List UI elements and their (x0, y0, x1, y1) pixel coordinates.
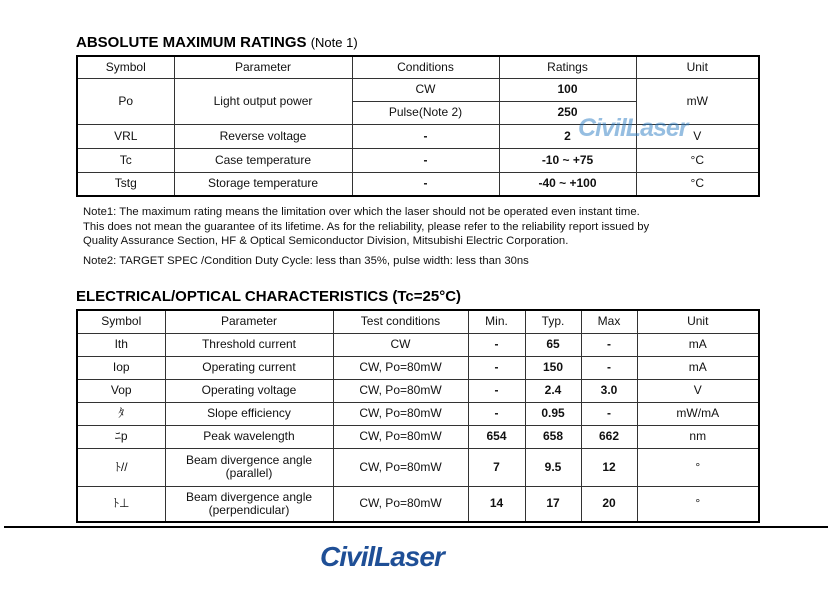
note1-line1: Note1: The maximum rating means the limitation over which the laser should not be operated even instant time. (83, 206, 640, 218)
conditions-cell: CW, Po=80mW (333, 402, 468, 425)
header-ratings: Ratings (499, 56, 636, 78)
conditions-cell: CW, Po=80mW (333, 448, 468, 486)
civillaser-logo: CivilLaser (320, 541, 444, 572)
parameter-cell: Light output power (174, 78, 352, 124)
table-row (77, 148, 759, 172)
header-conditions: Conditions (352, 56, 499, 78)
rating-cell: 100 (499, 78, 636, 101)
unit-cell: nm (637, 425, 759, 448)
min-cell: 7 (468, 448, 525, 486)
symbol-cell: Po (77, 78, 174, 124)
symbol-cell: ﾆp (77, 425, 165, 448)
rating-cell: 2 (499, 124, 636, 148)
conditions-cell: - (352, 124, 499, 148)
min-cell: - (468, 356, 525, 379)
symbol-cell: ﾄ// (77, 448, 165, 486)
electrical-optical-table (76, 309, 760, 523)
parameter-cell: Storage temperature (174, 172, 352, 196)
parameter-cell: Peak wavelength (165, 425, 333, 448)
max-cell: 20 (581, 486, 637, 522)
parameter-line2: (perpendicular) (208, 502, 290, 517)
symbol-cell: ﾀ (77, 402, 165, 425)
header-min: Min. (468, 310, 525, 333)
min-cell: - (468, 333, 525, 356)
parameter-cell: Slope efficiency (165, 402, 333, 425)
table-header-row (77, 56, 759, 78)
unit-cell: ° (637, 486, 759, 522)
table-row (77, 333, 759, 356)
symbol-cell: Tc (77, 148, 174, 172)
rating-cell: -40 ~ +100 (499, 172, 636, 196)
header-symbol: Symbol (77, 56, 174, 78)
conditions-cell: - (352, 148, 499, 172)
rating-cell: -10 ~ +75 (499, 148, 636, 172)
table-row (77, 78, 759, 101)
parameter-line1: Beam divergence angle (185, 489, 313, 504)
conditions-cell: CW (352, 78, 499, 101)
max-cell: 3.0 (581, 379, 637, 402)
symbol-cell: VRL (77, 124, 174, 148)
civillaser-watermark: CivilLaser (578, 114, 688, 142)
typ-cell: 150 (525, 356, 581, 379)
parameter-cell (165, 448, 333, 486)
unit-cell: mA (637, 333, 759, 356)
typ-cell: 9.5 (525, 448, 581, 486)
parameter-cell: Case temperature (174, 148, 352, 172)
unit-cell: °C (636, 172, 759, 196)
header-max: Max (581, 310, 637, 333)
parameter-cell: Reverse voltage (174, 124, 352, 148)
absolute-max-ratings-title (76, 34, 358, 51)
unit-cell: mW (636, 78, 759, 124)
typ-cell: 2.4 (525, 379, 581, 402)
header-typ: Typ. (525, 310, 581, 333)
symbol-cell: Vop (77, 379, 165, 402)
table-row (77, 172, 759, 196)
max-cell: - (581, 356, 637, 379)
conditions-cell: CW, Po=80mW (333, 356, 468, 379)
conditions-cell: CW, Po=80mW (333, 486, 468, 522)
header-unit: Unit (637, 310, 759, 333)
unit-cell: ° (637, 448, 759, 486)
table-row (77, 425, 759, 448)
unit-cell: °C (636, 148, 759, 172)
conditions-cell: Pulse(Note 2) (352, 101, 499, 124)
max-cell: - (581, 333, 637, 356)
table-row (77, 448, 759, 486)
min-cell: 14 (468, 486, 525, 522)
electrical-optical-title: ELECTRICAL/OPTICAL CHARACTERISTICS (Tc=25°C) (76, 288, 462, 305)
header-parameter: Parameter (174, 56, 352, 78)
conditions-cell: CW, Po=80mW (333, 379, 468, 402)
header-test-conditions: Test conditions (333, 310, 468, 333)
notes-block (83, 205, 763, 268)
parameter-cell (165, 486, 333, 522)
section1-title: ABSOLUTE MAXIMUM RATINGS (76, 34, 307, 51)
table-row (77, 402, 759, 425)
typ-cell: 17 (525, 486, 581, 522)
note1-line2: This does not mean the guarantee of its lifetime. As for the reliability, please refer to the reliability report issued by (83, 220, 650, 233)
note1-line3: Quality Assurance Section, HF & Optical Semiconductor Division, Mitsubishi Electric Corporation. (83, 235, 569, 248)
symbol-cell: ﾄ⊥ (77, 486, 165, 522)
note2: Note2: TARGET SPEC /Condition Duty Cycle: less than 35%, pulse width: less than 30ns (83, 254, 529, 267)
table-row (77, 356, 759, 379)
conditions-cell: - (352, 172, 499, 196)
parameter-cell: Operating voltage (165, 379, 333, 402)
symbol-cell: Tstg (77, 172, 174, 196)
min-cell: - (468, 379, 525, 402)
table-row (77, 486, 759, 522)
table-row (77, 379, 759, 402)
header-parameter: Parameter (165, 310, 333, 333)
symbol-cell: Ith (77, 333, 165, 356)
max-cell: 12 (581, 448, 637, 486)
min-cell: 654 (468, 425, 525, 448)
parameter-cell: Threshold current (165, 333, 333, 356)
typ-cell: 0.95 (525, 402, 581, 425)
section1-title-note: (Note 1) (310, 35, 358, 50)
parameter-line2: (parallel) (225, 466, 273, 480)
typ-cell: 658 (525, 425, 581, 448)
rating-cell: 250 (499, 101, 636, 124)
header-symbol: Symbol (77, 310, 165, 333)
header-unit: Unit (636, 56, 759, 78)
unit-cell: mA (637, 356, 759, 379)
unit-cell: V (636, 124, 759, 148)
conditions-cell: CW (333, 333, 468, 356)
typ-cell: 65 (525, 333, 581, 356)
unit-cell: mW/mA (637, 402, 759, 425)
unit-cell: V (637, 379, 759, 402)
table-header-row (77, 310, 759, 333)
symbol-cell: Iop (77, 356, 165, 379)
parameter-cell: Operating current (165, 356, 333, 379)
min-cell: - (468, 402, 525, 425)
max-cell: 662 (581, 425, 637, 448)
parameter-line1: Beam divergence angle (185, 453, 313, 467)
footer-divider (4, 526, 828, 528)
conditions-cell: CW, Po=80mW (333, 425, 468, 448)
max-cell: - (581, 402, 637, 425)
